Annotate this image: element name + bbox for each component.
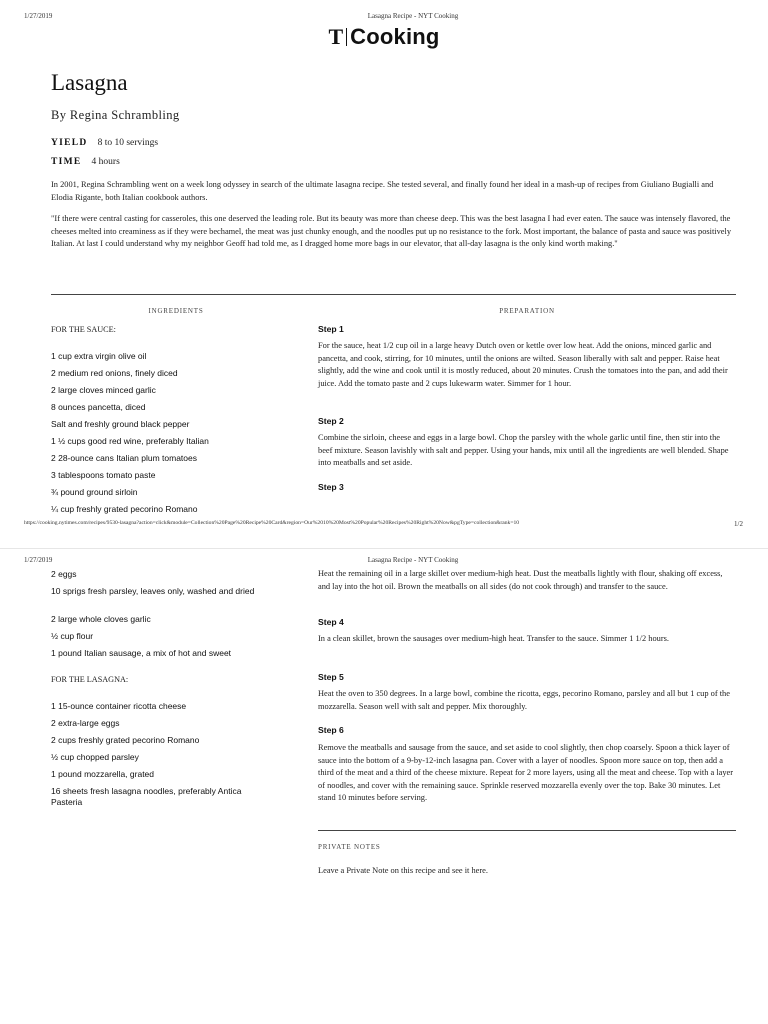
- print-page-number: 1/2: [734, 520, 743, 528]
- preparation-heading: PREPARATION: [499, 307, 555, 315]
- time-value: 4 hours: [91, 157, 120, 167]
- ingredient-item: 2 extra-large eggs: [51, 718, 120, 728]
- recipe-title: Lasagna: [51, 70, 128, 95]
- ingredients-heading: INGREDIENTS: [148, 307, 204, 315]
- step-text: Heat the oven to 350 degrees. In a large bowl, combine the ricotta, eggs, pecorino Romano, parsley and all but 1 cup of the mozzarella. Season well with salt and pepper. Mix thoroughly.: [318, 689, 730, 711]
- ingredient-item: Salt and freshly ground black pepper: [51, 419, 190, 429]
- recipe-yield: [51, 132, 158, 150]
- ingredient-item: ½ cup chopped parsley: [51, 752, 139, 762]
- recipe-time: [51, 151, 120, 169]
- ingredient-item: 2 28-ounce cans Italian plum tomatoes: [51, 453, 198, 463]
- ingredient-item: 16 sheets fresh lasagna noodles, preferably Antica Pasteria: [51, 786, 242, 808]
- lasagna-heading: FOR THE LASAGNA:: [51, 675, 129, 684]
- logo-divider: [346, 28, 347, 46]
- ingredient-item: 3 tablespoons tomato paste: [51, 470, 156, 480]
- step-label: Step 6: [318, 725, 344, 735]
- print-date: 1/27/2019: [24, 12, 53, 20]
- step-label: Step 5: [318, 672, 344, 682]
- ingredient-item: 2 medium red onions, finely diced: [51, 368, 178, 378]
- step-text: In a clean skillet, brown the sausages over medium-high heat. Transfer to the sauce. Simmer 1 1/2 hours.: [318, 634, 669, 643]
- logo-wordmark: Cooking: [350, 24, 440, 49]
- nyt-t-icon: T: [328, 24, 344, 49]
- print-page-title: Lasagna Recipe - NYT Cooking: [367, 556, 459, 564]
- ingredient-item: 1 cup extra virgin olive oil: [51, 351, 147, 361]
- ingredient-item: ¾ pound ground sirloin: [51, 487, 138, 497]
- time-label: TIME: [51, 157, 82, 167]
- sauce-heading: FOR THE SAUCE:: [51, 325, 116, 334]
- step-text: Heat the remaining oil in a large skillet over medium-high heat. Dust the meatballs lightly with flour, shaking off excess, and lay into the hot oil. Brown the meatballs on all sides (do not cook through) and transfer to the sauce.: [318, 569, 723, 591]
- ingredient-item: 10 sprigs fresh parsley, leaves only, washed and dried: [51, 586, 255, 596]
- recipe-intro: In 2001, Regina Schrambling went on a week long odyssey in search of the ultimate lasagna recipe. She tested several, and finally found her ideal in a mash-up of recipes from Giuliano Bugialli and Elodia Rigante, both Italian cookbook authors.: [51, 180, 714, 202]
- ingredient-item: 8 ounces pancetta, diced: [51, 402, 146, 412]
- step-label: Step 3: [318, 482, 344, 492]
- private-note-prompt[interactable]: Leave a Private Note on this recipe and see it here.: [318, 866, 488, 875]
- print-page-title: Lasagna Recipe - NYT Cooking: [367, 12, 459, 20]
- author-text: By Regina Schrambling: [51, 108, 180, 122]
- ingredient-item: 1 ½ cups good red wine, preferably Italian: [51, 436, 209, 446]
- step-label: Step 1: [318, 324, 344, 334]
- ingredient-item: 2 large cloves minced garlic: [51, 385, 156, 395]
- step-text: Combine the sirloin, cheese and eggs in a large bowl. Chop the parsley with the whole garlic until fine, then stir into the beef mixture. Season lavishly with salt and pepper. Using your hands, mix until all the ingredients are well blended. Shape into meatballs and set aside.: [318, 433, 729, 468]
- recipe-author[interactable]: [51, 108, 180, 123]
- recipe-quote: "If there were central casting for casseroles, this one deserved the leading role. But its beauty was more than cheese deep. This was the best lasagna I had ever eaten. The sauce was intensely flavored, the cheeses melted into creaminess as if they were bechamel, the meat was just chunky enough, and the noodles put up no resistance to the fork. Most important, the balance of pasta and sauce was positively Italian. At last I could understand why my neighbor Geoff had told me, as I dragged home more bags in our elevator, that all-day lasagna is the only kind worth making.": [51, 214, 732, 249]
- yield-value: 8 to 10 servings: [97, 138, 159, 148]
- print-date: 1/27/2019: [24, 556, 53, 564]
- yield-label: YIELD: [51, 138, 88, 148]
- ingredient-item: 2 cups freshly grated pecorino Romano: [51, 735, 200, 745]
- ingredient-item: 1 15-ounce container ricotta cheese: [51, 701, 187, 711]
- ingredient-item: ¼ cup freshly grated pecorino Romano: [51, 504, 198, 514]
- page-break: [0, 548, 768, 549]
- print-url: https://cooking.nytimes.com/recipes/9530-lasagna?action=click&module=Collection%20Page%20Recipe%20Card&region=Our%2010%20Most%20Popular%20Recipes%20Right%20Now&pgType=collection&rank=10: [24, 520, 520, 526]
- private-notes-heading: PRIVATE NOTES: [318, 843, 381, 851]
- step-label: Step 2: [318, 416, 344, 426]
- section-rule: [51, 294, 736, 295]
- ingredient-item: 2 large whole cloves garlic: [51, 614, 151, 624]
- step-text: Remove the meatballs and sausage from the sauce, and set aside to cool slightly, then chop coarsely. Spoon a thick layer of sauce into the bottom of a 9-by-12-inch lasagna pan. Cover with a layer of noodles. Spoon more sauce on top, then add a third of the meat and a third of the cheese mixture. Repeat for 2 more layers, using all the meat and cheese. Top with a layer of noodles, and cover with the remaining sauce. Sprinkle reserved mozzarella evenly over the top. Bake 30 minutes. Let stand 10 minutes before serving.: [318, 743, 734, 803]
- notes-rule: [318, 830, 736, 831]
- ingredient-item: ½ cup flour: [51, 631, 94, 641]
- step-text: For the sauce, heat 1/2 cup oil in a large heavy Dutch oven or kettle over low heat. Add the onions, minced garlic and pancetta, and cook, stirring, for 10 minutes, until the onions are wilted. Season liberally with salt and pepper. Raise heat slightly, add the wine and cook until it is mostly reduced, about 20 minutes. Crush the tomatoes into the pan, and add their juice. Add the tomato paste and 2 cups lukewarm water. Simmer for 1 hour.: [318, 341, 728, 388]
- ingredient-item: 1 pound Italian sausage, a mix of hot and sweet: [51, 648, 232, 658]
- nyt-cooking-logo[interactable]: [0, 24, 768, 50]
- step-label: Step 4: [318, 617, 344, 627]
- ingredient-item: 1 pound mozzarella, grated: [51, 769, 155, 779]
- ingredient-item: 2 eggs: [51, 569, 77, 579]
